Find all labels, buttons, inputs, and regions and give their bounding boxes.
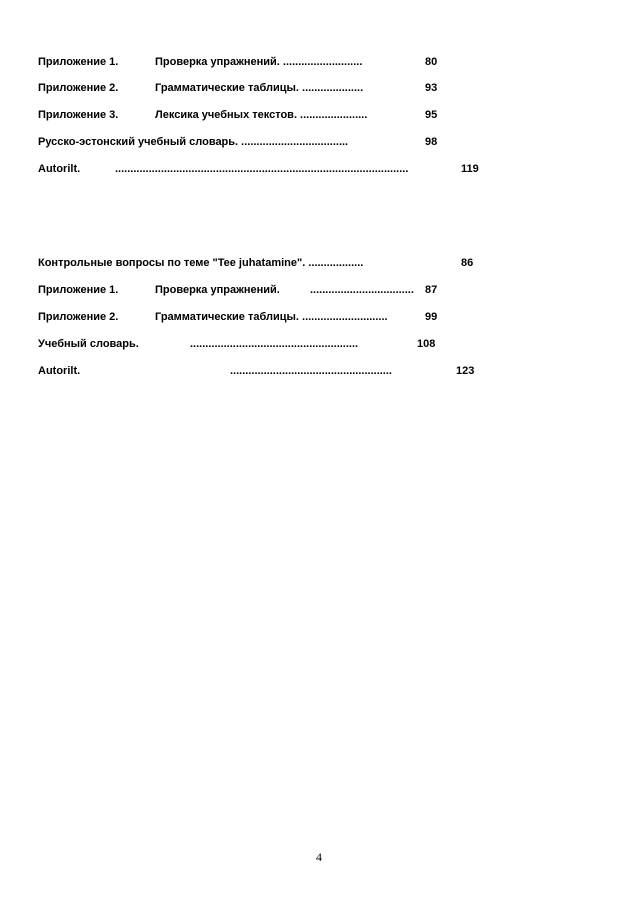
toc-entry-page: 108 bbox=[417, 338, 436, 350]
toc-entry-page: 99 bbox=[425, 311, 438, 323]
toc-entry-title: Контрольные вопросы по теме "Tee juhatamine". .................. bbox=[38, 257, 364, 269]
toc-entry-page: 93 bbox=[425, 82, 438, 94]
toc-entry-title: Лексика учебных текстов. ...................... bbox=[155, 109, 368, 121]
toc-entry-title: Проверка упражнений. bbox=[155, 284, 280, 296]
page-number: 4 bbox=[316, 850, 322, 864]
toc-entry-page: 86 bbox=[461, 257, 474, 269]
toc-entry-page: 80 bbox=[425, 56, 438, 68]
toc-entry-label: Приложение 1. bbox=[38, 56, 119, 68]
toc-entry-title: Грамматические таблицы. .................... bbox=[155, 82, 364, 94]
toc-entry-dots: ....................................................... bbox=[190, 338, 359, 350]
toc-entry-dots: ................................................................................................ bbox=[115, 163, 409, 175]
toc-entry-title: Грамматические таблицы. ............................ bbox=[155, 311, 388, 323]
toc-entry-page: 119 bbox=[461, 163, 479, 175]
toc-entry-label: Приложение 3. bbox=[38, 109, 119, 121]
toc-entry-label: Приложение 2. bbox=[38, 311, 119, 323]
toc-entry-label: Autorilt. bbox=[38, 163, 81, 175]
toc-entry-page: 98 bbox=[425, 136, 438, 148]
toc-entry-dots: ..................................................... bbox=[230, 365, 392, 377]
toc-entry-page: 123 bbox=[456, 365, 475, 377]
toc-entry-label: Autorilt. bbox=[38, 365, 81, 377]
toc-entry-label: Учебный словарь. bbox=[38, 338, 139, 350]
toc-entry-title: Проверка упражнений. .......................... bbox=[155, 56, 363, 68]
toc-entry-label: Приложение 2. bbox=[38, 82, 119, 94]
toc-entry-dots: .................................. bbox=[310, 284, 414, 296]
toc-entry-page: 95 bbox=[425, 109, 438, 121]
toc-entry-page: 87 bbox=[425, 284, 438, 296]
toc-entry-label: Приложение 1. bbox=[38, 284, 119, 296]
toc-entry-title: Русско-эстонский учебный словарь. ................................... bbox=[38, 136, 349, 148]
